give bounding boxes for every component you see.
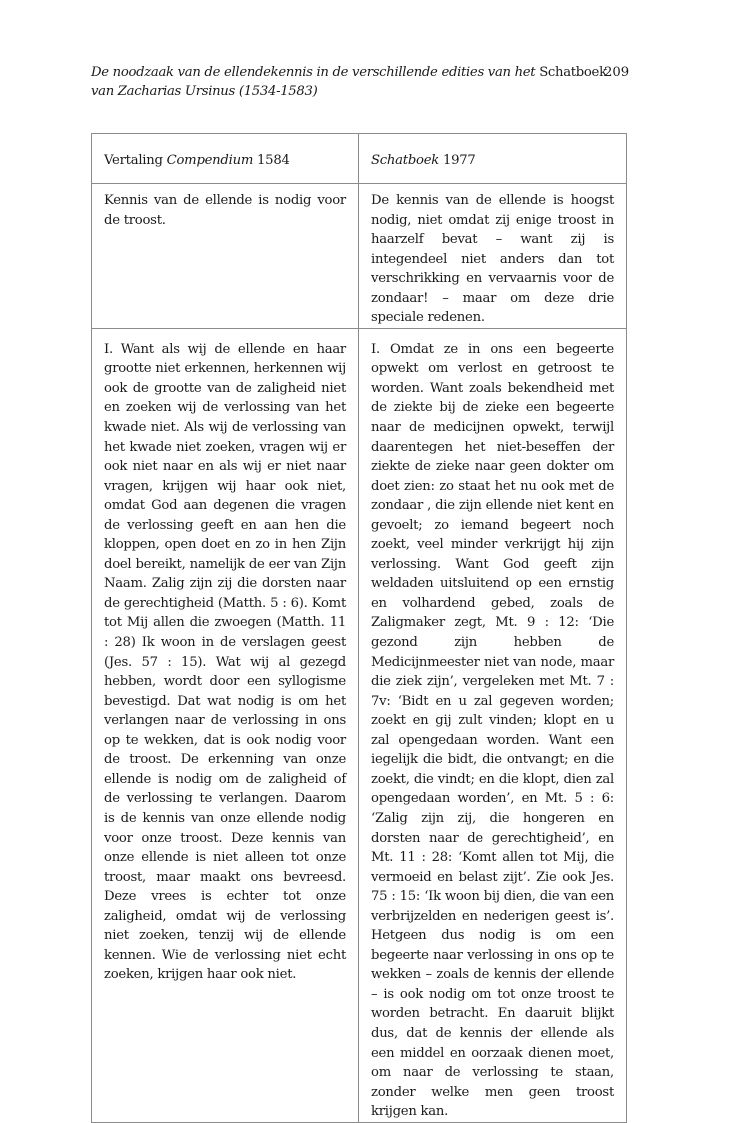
header-title-schatboek: Schatboek: [539, 65, 607, 80]
column-header-compendium: [92, 134, 359, 184]
running-header: [91, 63, 631, 101]
row2-right-cell: I. Omdat ze in ons een begeerte opwekt om verlost en getroost te worden. Want zoals bekendheid met de ziekte bij de zieke een begeerte naar de medicijnen opwekt, terwijl daarentegen het niet-beseffen der ziekte de zieke naar geen dokter om doet zien: zo staat het nu ook met de zondaar , die zijn ellende niet kent en gevoelt; zo iemand begeert noch zoekt, veel minder verkrijgt hij zijn verlossing. Want God geeft zijn weldaden uitsluitend op een ernstig en volhardend gebed, zoals de Zaligmaker zegt, Mt. 9 : 12: ‘Die gezond zijn hebben de Medicijnmeester niet van node, maar die ziek zijn’, vergeleken met Mt. 7 : 7v: ‘Bidt en u zal gegeven worden; zoekt en gij zult vinden; klopt en u zal opengedaan worden. Want een iegelijk die bidt, die ontvangt; en die zoekt, die vindt; en die klopt, dien zal opengedaan worden’, en Mt. 5 : 6: ‘Zalig zijn zij, die hongeren en dorsten naar de gerechtigheid’, en Mt. 11 : 28: ‘Komt allen tot Mij, die vermoeid en belast zijt’. Zie ook Jes. 75 : 15: ‘Ik woon bij dien, die van een verbrijzelden en nederigen geest is’. Hetgeen dus nodig is om een begeerte naar verlossing in ons op te wekken – zoals de kennis der ellende – is ook nodig om tot onze troost te worden betracht. En daaruit blijkt dus, dat de kennis der ellende als een middel en oorzaak dienen moet, om naar de verlossing te staan, zonder welke men geen troost krijgen kan.: [359, 328, 627, 1122]
header-title-line2: van Zacharias Ursinus (1534-1583): [91, 84, 318, 99]
table-header-row: [92, 134, 627, 184]
row2-left-cell: I. Want als wij de ellende en haar grootte niet erkennen, herkennen wij ook de grootte van de zaligheid niet en zoeken wij de verlossing van het kwade niet. Als wij de verlossing van het kwade niet zoeken, vragen wij er ook niet naar en als wij er niet naar vragen, krijgen wij haar ook niet, omdat God aan degenen die vragen de verlossing geeft en aan hen die kloppen, open doet en zo in hen Zijn doel bereikt, namelijk de eer van Zijn Naam. Zalig zijn zij die dorsten naar de gerechtigheid (Matth. 5 : 6). Komt tot Mij allen die zwoegen (Matth. 11 : 28) Ik woon in de verslagen geest (Jes. 57 : 15). Wat wij al gezegd hebben, wordt door een syllogisme bevestigd. Dat wat nodig is om het verlangen naar de verlossing in ons op te wekken, dat is ook nodig voor de troost. De erkenning van onze ellende is nodig om de zaligheid of de verlossing te verlangen. Daarom is de kennis van onze ellende nodig voor onze troost. Deze kennis van onze ellende is niet alleen tot onze troost, maar maakt ons bevreesd. Deze vrees is echter tot onze zaligheid, omdat wij de verlossing niet zoeken, tenzij wij de ellende kennen. Wie de verlossing niet echt zoeken, krijgen haar ook niet.: [92, 328, 359, 1122]
row1-right-cell: De kennis van de ellende is hoogst nodig, niet omdat zij enige troost in haarzelf bevat – want zij is integendeel niet anders dan tot verschrikking en vervaarnis voor de zondaar! – maar om deze drie speciale redenen.: [359, 184, 627, 329]
column-header-schatboek: [359, 134, 627, 184]
header-right-italic: Schatboek: [371, 153, 440, 168]
comparison-table: [91, 133, 627, 1123]
table-row: [92, 328, 627, 1122]
header-left-prefix: Vertaling: [104, 153, 163, 168]
row1-left-cell: Kennis van de ellende is nodig voor de troost.: [92, 184, 359, 329]
header-left-year: 1584: [257, 153, 290, 168]
header-right-year: 1977: [442, 153, 476, 168]
page-number: 209: [604, 65, 630, 80]
table-row: [92, 184, 627, 329]
header-title-line1: De noodzaak van de ellendekennis in de verschillende edities van het: [91, 65, 536, 80]
header-left-italic: Compendium: [166, 153, 254, 168]
